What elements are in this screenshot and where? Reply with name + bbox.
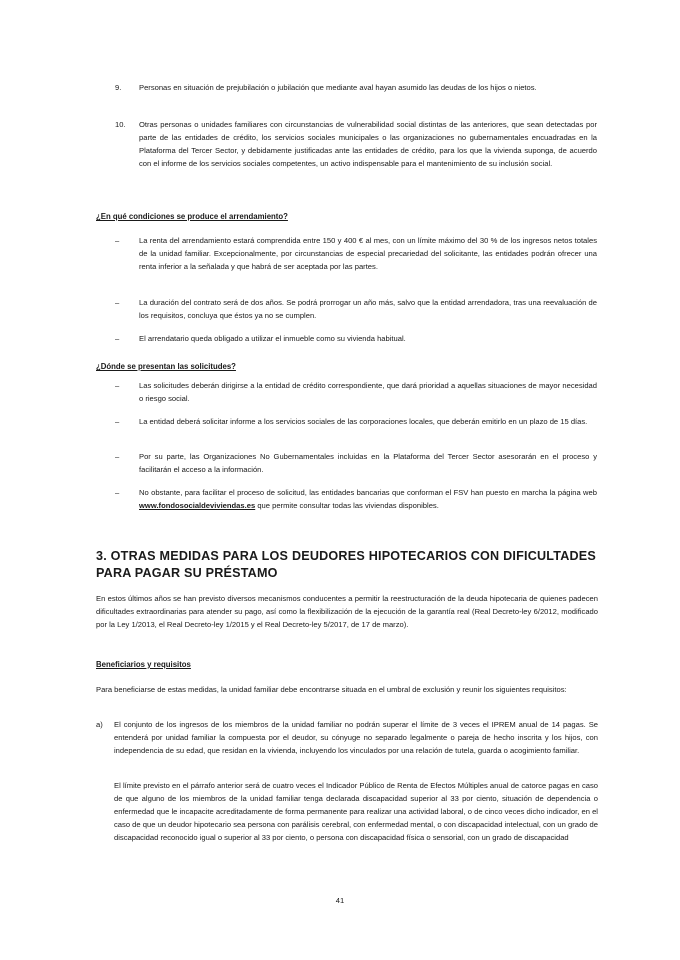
section-title: 3. OTRAS MEDIDAS PARA LOS DEUDORES HIPOTECARIOS CON DIFICULTADES PARA PAGAR SU PRÉSTAMO xyxy=(96,549,596,580)
bullet-text: Las solicitudes deberán dirigirse a la entidad de crédito correspondiente, que dará prioridad a aquellas situaciones de mayor necesidad o riesgo social. xyxy=(139,381,597,403)
requirement-continuation xyxy=(96,779,598,844)
bullet-item xyxy=(115,450,597,476)
requirement-item xyxy=(96,718,598,757)
bullet-text xyxy=(139,486,597,512)
bullet-text-before: No obstante, para facilitar el proceso de solicitud, las entidades bancarias que conforman el FSV han puesto en marcha la página web xyxy=(139,488,597,497)
bullet-item xyxy=(115,486,597,512)
bullet-item xyxy=(115,296,597,322)
bullet-item xyxy=(115,234,597,273)
list-number: 9. xyxy=(115,83,122,92)
section-heading: ¿Dónde se presentan las solicitudes? xyxy=(96,362,236,371)
dash-icon: – xyxy=(115,381,120,390)
dash-icon: – xyxy=(115,452,120,461)
bullet-item xyxy=(115,379,597,405)
requirement-label: a) xyxy=(96,720,103,729)
bullet-text: El arrendatario queda obligado a utilizar el inmueble como su vivienda habitual. xyxy=(139,334,406,343)
list-item xyxy=(115,118,597,170)
dash-icon: – xyxy=(115,417,120,426)
list-text: Personas en situación de prejubilación o jubilación que mediante aval hayan asumido las deudas de los hijos o nietos. xyxy=(139,83,537,92)
section-heading: ¿En qué condiciones se produce el arrendamiento? xyxy=(96,212,288,221)
bullet-item xyxy=(115,415,597,428)
bullet-text: La duración del contrato será de dos años. Se podrá prorrogar un año más, salvo que la entidad arrendadora, tras una reevaluación de los requisitos, concluya que éstos ya no se cumplen. xyxy=(139,298,597,320)
list-item xyxy=(115,81,597,94)
bullet-text: La entidad deberá solicitar informe a los servicios sociales de las corporaciones locales, que deberán emitirlo en un plazo de 15 días. xyxy=(139,417,588,426)
dash-icon: – xyxy=(115,334,120,343)
bullet-text-after: que permite consultar todas las viviendas disponibles. xyxy=(255,501,439,510)
bullet-text: La renta del arrendamiento estará comprendida entre 150 y 400 € al mes, con un límite máximo del 30 % de los ingresos netos totales de la unidad familiar. Excepcionalmente, por circunstancias de especial precariedad del solicitante, las entidades podrán ofrecer una renta inferior a la señalada y que habrá de ser aceptada por las partes. xyxy=(139,236,597,271)
requirement-text: El conjunto de los ingresos de los miembros de la unidad familiar no podrán superar el límite de 3 veces el IPREM anual de 14 pagas. Se entenderá por unidad familiar la compuesta por el deudor, su cónyuge no separado legalmente o pareja de hecho inscrita y los hijos, con independencia de su edad, que residan en la vivienda, incluyendo los vinculados por una relación de tutela, guarda o acogimiento familiar. xyxy=(114,720,598,755)
list-text: Otras personas o unidades familiares con circunstancias de vulnerabilidad social distintas de las anteriores, que sean detectadas por parte de las entidades de crédito, los servicios sociales municipales o las organizaciones no gubernamentales encuadradas en la Plataforma del Tercer Sector, y debidamente justificadas ante las entidades de crédito, para los que la vivienda suponga, de acuerdo con el informe de los servicios sociales competentes, un activo indispensable para el mantenimiento de su inclusión social. xyxy=(139,120,597,168)
requirements-intro: Para beneficiarse de estas medidas, la unidad familiar debe encontrarse situada en el umbral de exclusión y reunir los siguientes requisitos: xyxy=(96,685,567,694)
dash-icon: – xyxy=(115,236,120,245)
page-number: 41 xyxy=(335,896,345,905)
intro-paragraph: En estos últimos años se han previsto diversos mecanismos conducentes a permitir la reestructuración de la deuda hipotecaria de quienes padecen dificultades extraordinarias para atender su pago, así como la flexibilización de la ejecución de la garantía real (Real Decreto-ley 6/2012, modificado por la Ley 1/2013, el Real Decreto-ley 1/2015 y el Real Decreto-ley 5/2017, de 17 de marzo). xyxy=(96,594,598,629)
dash-icon: – xyxy=(115,298,120,307)
website-link[interactable]: www.fondosocialdeviviendas.es xyxy=(139,501,256,510)
section-heading: Beneficiarios y requisitos xyxy=(96,660,191,669)
bullet-item xyxy=(115,332,597,345)
dash-icon: – xyxy=(115,488,120,497)
list-number: 10. xyxy=(115,120,126,129)
requirement-text: El límite previsto en el párrafo anterior será de cuatro veces el Indicador Público de Renta de Efectos Múltiples anual de catorce pagas en caso de que alguno de los miembros de la unidad familiar tenga declarada discapacidad superior al 33 por ciento, situación de dependencia o enfermedad que le incapacite acreditadamente de forma permanente para realizar una actividad laboral, o de cinco veces dicho indicador, en el caso de que un deudor hipotecario sea persona con parálisis cerebral, con enfermedad mental, o con discapacidad intelectual, con un grado de discapacidad reconocido igual o superior al 33 por ciento, o persona con discapacidad física o sensorial, con un grado de discapacidad xyxy=(114,781,598,842)
bullet-text: Por su parte, las Organizaciones No Gubernamentales incluidas en la Plataforma del Tercer Sector asesorarán en el proceso y facilitarán el acceso a la información. xyxy=(139,452,597,474)
